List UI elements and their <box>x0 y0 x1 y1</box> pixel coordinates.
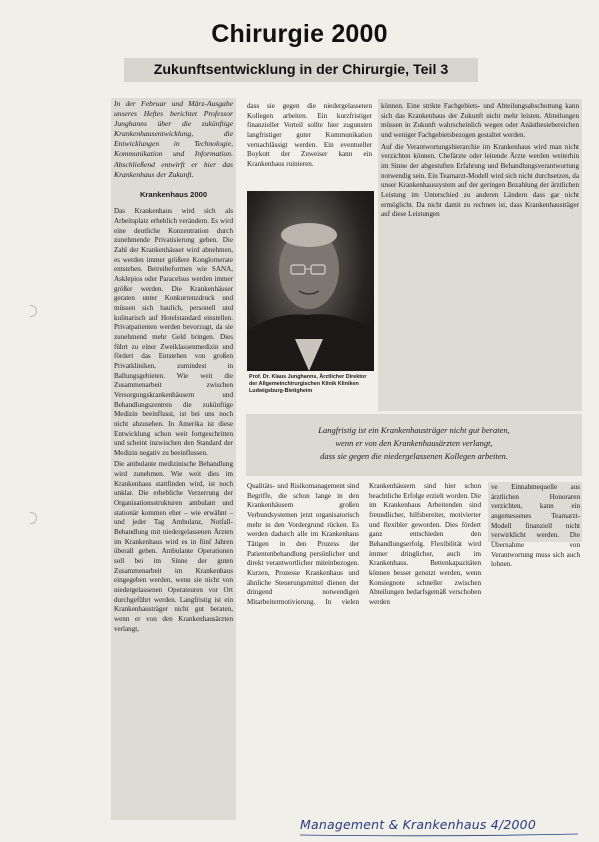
punch-hole-mark <box>30 512 37 524</box>
body-paragraph: dass sie gegen die niedergelassenen Kollegen arbeiten. Ein kurzfristiger finanzieller Vorteil sollte hier zugunsten langfristiger guter Kommunikation vernachlässigt werden. Ein eventueller Boykott der Zuweiser kann ein Krankenhaus ruinieren. <box>247 102 372 168</box>
article-column-1 <box>114 99 233 819</box>
handwriting-underline <box>298 833 580 837</box>
article-column-2-top <box>247 102 372 186</box>
pull-quote-line: Langfristig ist ein Krankenhausträger nicht gut beraten, <box>318 425 510 435</box>
photo-caption: Prof. Dr. Klaus Junghanns, Ärztlicher Direktor der Allgemeinchirurgischen Klinik Kliniken Ludwigsburg-Bietigheim <box>249 374 367 395</box>
body-paragraph: Auf die Verantwortungshierarchie im Krankenhaus wird man nicht verzichten können. Chefärzte oder leitende Ärzte werden weiterhin im Sinne der abgestuften Erfahrung und Behandlungsverantwortung notwendig sein. Ein Teamarzt-Modell wird sich nicht durchsetzen, da unser Krankenhaussystem auf der geringen Bezahlung der ärztlichen Leistung im Unterschied zu anderen Ländern dass gar nicht ermöglicht. Da nicht damit zu rechnen ist, dass Krankenhausträger auf diese Leistungen <box>381 142 579 219</box>
pull-quote-line: dass sie gegen die niedergelassenen Kollegen arbeiten. <box>320 451 508 461</box>
author-photo <box>247 191 374 371</box>
handwritten-source-note: Management & Krankenhaus 4/2000 <box>300 817 536 832</box>
article-subtitle: Zukunftsentwicklung in der Chirurgie, Teil 3 <box>124 58 478 82</box>
pull-quote-line: wenn er von den Krankenhausärzten verlangt, <box>335 438 493 448</box>
body-paragraph: können. Eine strikte Fachgebiets- und Abteilungsabschottung kann sich das Krankenhaus der Zukunft nicht mehr leisten. Abteilungen müssen in Zukunft wahrscheinlich wegen oder Anästhesiebereichen und weniger Fachgebietsbezogen gestaltet werden. <box>381 102 579 139</box>
article-columns-bottom <box>247 482 481 818</box>
body-paragraph: Das Krankenhaus wird sich als Arbeitsplatz erheblich verändern. Es wird eine deutliche Konzentration durch zunehmende Privatisierung geben. Die Zahl der Krankenhäuser wird abnehmen, es werden immer größere Konglomerate entstehen. Betreibeformen wie SANA, Asklepios oder Paracelsus werden immer größer werden. Die Krankenhäuser geraten unter Konkurrenzdruck und müssen sich baulich, personell und kulinarisch auf Hotelstandard einstellen. Privatpatienten werden bevorzugt, da sie zunehmend mehr Geld bringen. Dies führt zu einer Zweiklassenmedizin und fördert das Entstehen von großen Privatkliniken, zumindest in Ballungsgebieten. Wie weit die Zusammenarbeit zwischen Versorgungskrankenhäusern und Behandlungszentren die zukünftige Medizin beeinflusst, ist bei uns noch nicht abzusehen. In Amerika ist diese Entwicklung schon weit fortgeschritten und scheint inzwischen den Standard der Medizin negativ zu beeinflussen. <box>114 207 233 457</box>
punch-hole-mark <box>30 305 37 317</box>
intro-text: In der Februar und März-Ausgabe unseres Heftes berichtet Professor Junghanns über die zukünftige Krankenhausentwicklung, die Entwicklungen in Technologie, Kommunikation und Information. Abschließend entwirft er hier das Krankenhaus der Zukunft. <box>114 99 233 179</box>
pull-quote <box>246 414 582 476</box>
body-paragraph: ve Einnahmequelle aus ärztlichen Honoraren verzichten, kann ein angemessenes Teamarzt-Modell finanziell nicht verwirklicht werden. Die Übernahme von Verantwortung muss sich auch lohnen. <box>491 483 580 569</box>
article-column-3-top <box>381 102 579 410</box>
body-paragraph: Die ambulante medizinische Behandlung wird zunehmen. Wie weit dies im Krankenhaus stattfinden wird, ist noch unklar. Die erhebliche Verzerrung der Organisationsstrukturen ambulant und stationär kommen eher – wie erwähnt – und jeder Tag Ambulanz, Notfall-Behandlung mit niedergelassenen Ärzten im Krankenhaus wird es in fünf Jahren überall geben. Ambulante Operationen soll bei im Sinne der guten Zusammenarbeit im Krankenhaus eingegeben werden, wenn sie nicht von niedergelassenen Operateuren vor Ort durchgeführt werden. Langfristig ist ein Krankenhausträger nicht gut beraten, wenn er von den Krankenhausärzten verlangt, <box>114 460 233 633</box>
body-paragraph: Qualitäts- und Risikomanagement sind Begriffe, die schon lange in den Krankenhäusern großen Verbundsystemen jetzt organisatorisch mehr in den Vordergrund rücken. Es werden dadurch alle im Krankenhaus Tätigen in den Prozess der Patientenbehandlung persönlicher und direkt verantwortlicher miteinbezogen. Kurzen, Prozesse Krankenhaus und ähnliche Steuerungsmittel dienen der dringend notwendigen Mitarbeitermotivierung. In vielen Krankenhäusern sind hier schon beachtliche Erfolge erzielt worden. Die im Krankenhaus Arbeitenden sind freundlicher, hilfsbereiter, motivierter und flexibler geworden. Dies fördert ganz entschieden den Behandlungserfolg. Flexibilität wird immer dringlicher, auch im Krankenhaus. Bettenkapazitäten können besser genutzt werden, wenn Konsiegnote schneller zwischen Abteilungen bedarfsgemäß verschoben werden <box>247 482 481 606</box>
article-title: Chirurgie 2000 <box>211 20 388 48</box>
section-heading: Krankenhaus 2000 <box>139 189 208 199</box>
article-column-3-bottom <box>491 483 580 569</box>
